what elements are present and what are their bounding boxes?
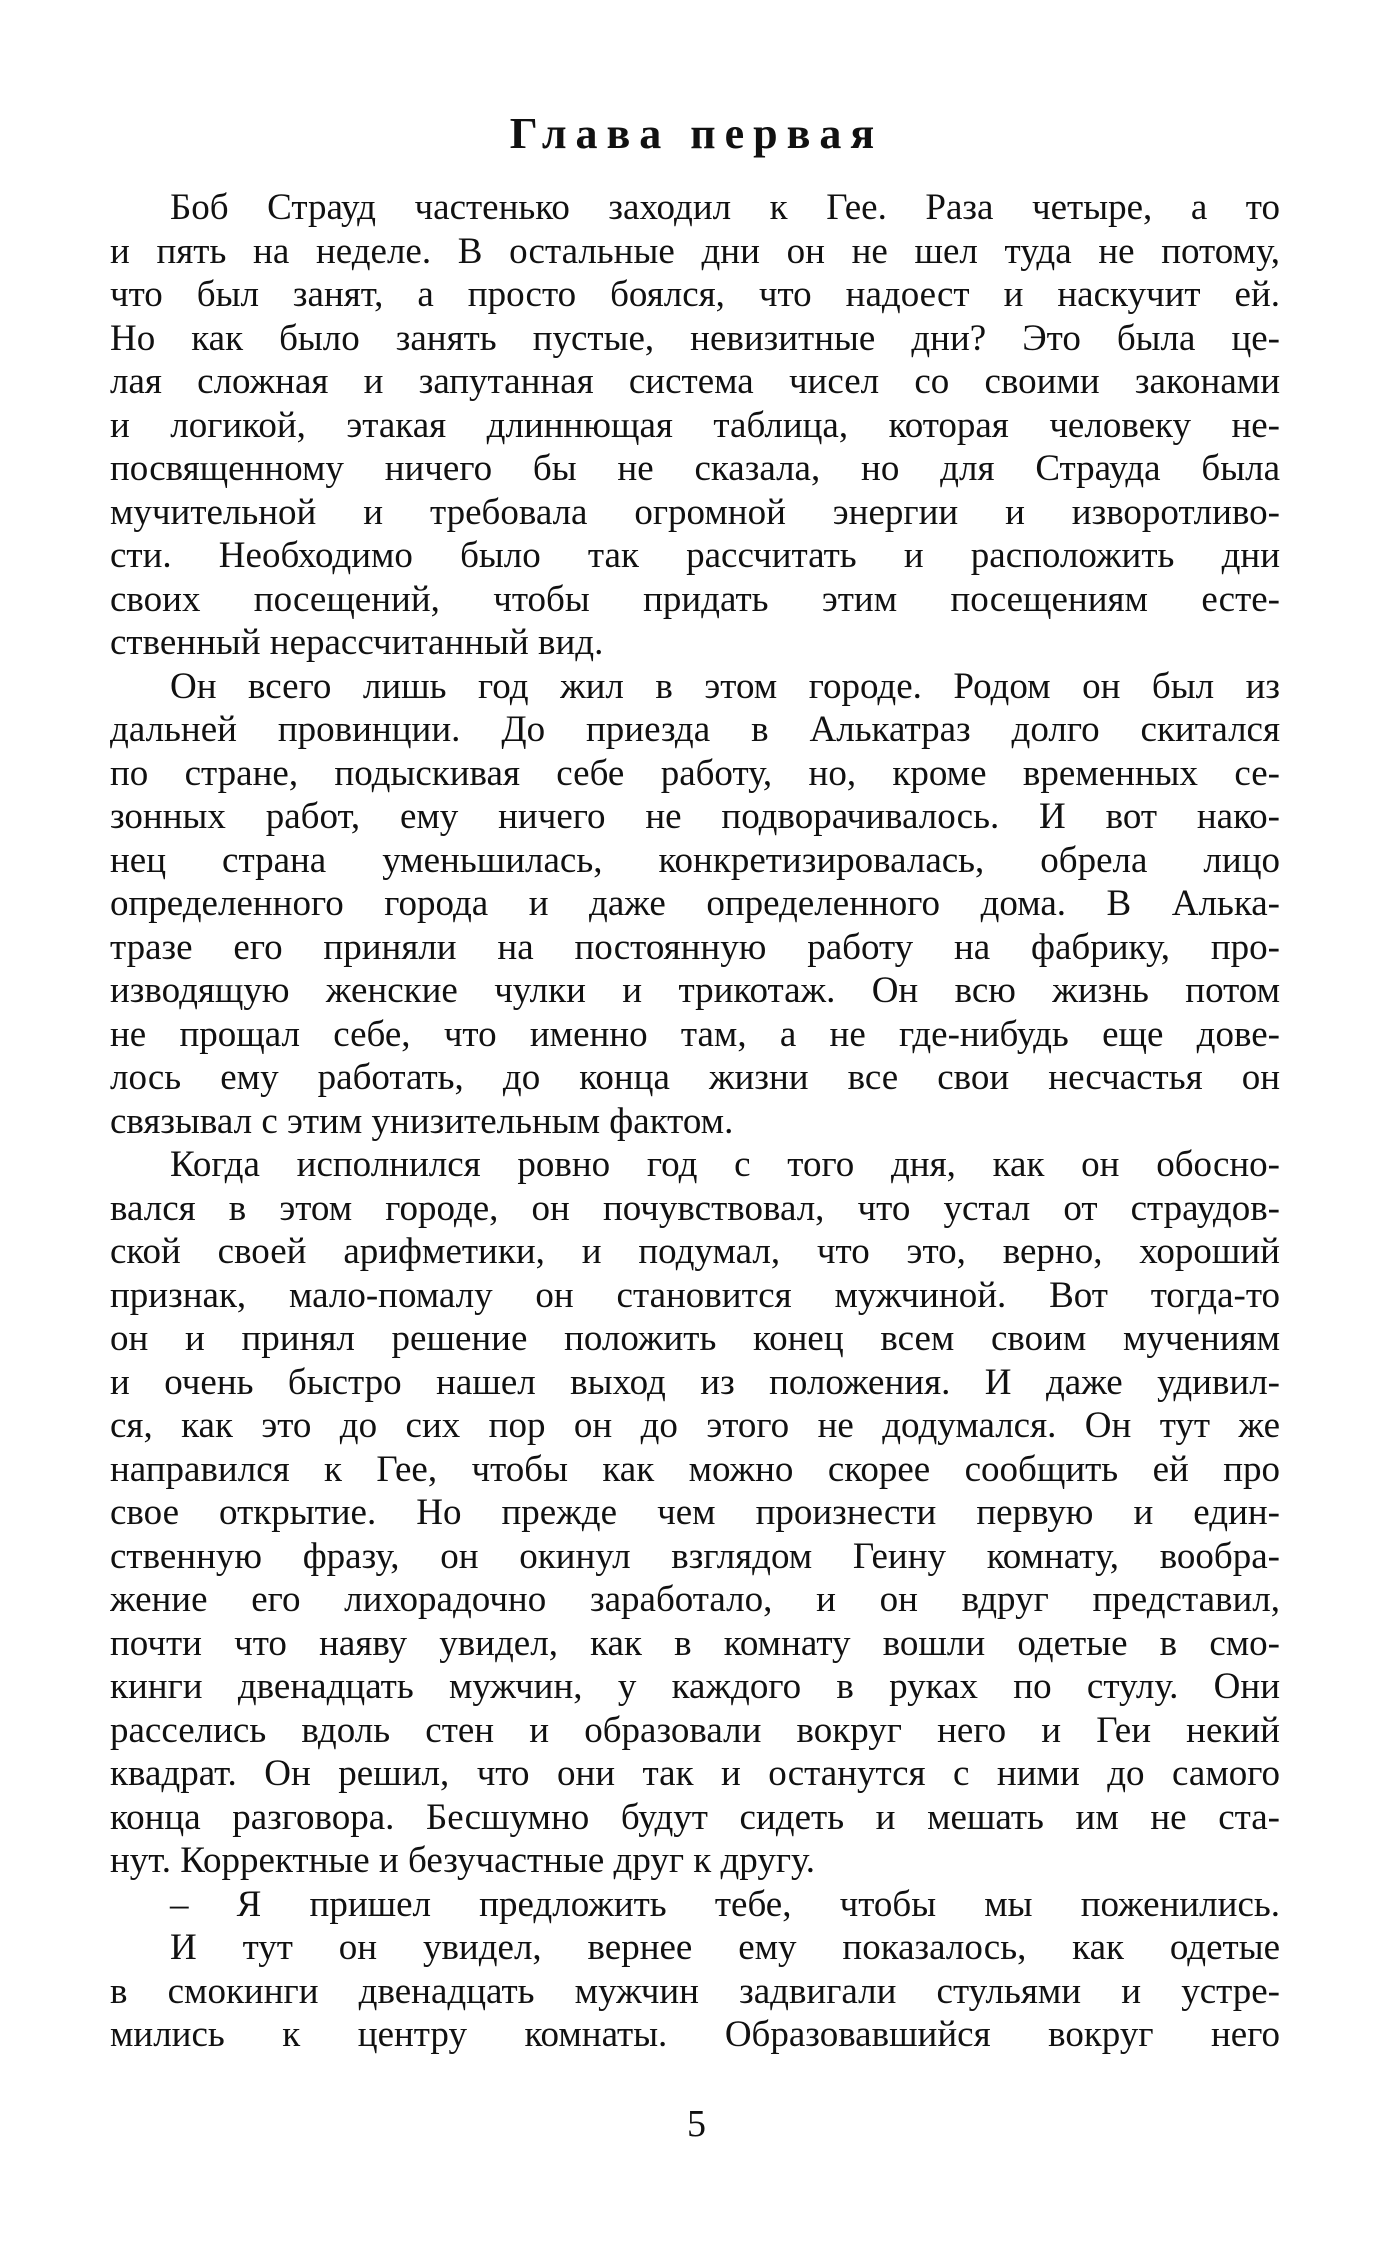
text-line: определенного города и даже определенного дома. В Алька-	[110, 883, 1280, 924]
text-line: ской своей арифметики, и подумал, что это, верно, хороший	[110, 1231, 1280, 1272]
text-line: Он всего лишь год жил в этом городе. Родом он был из	[170, 665, 1280, 707]
text-line: мились к центру комнаты. Образовавшийся вокруг него	[110, 2014, 1280, 2055]
text-line: конца разговора. Бесшумно будут сидеть и мешать им не ста-	[110, 1796, 1280, 1838]
text-line: почти что наяву увидел, как в комнату вошли одетые в смо-	[110, 1622, 1280, 1664]
text-line: Но как было занять пустые, невизитные дни? Это была це-	[110, 317, 1280, 359]
body-text	[110, 186, 1280, 2057]
text-line: кинги двенадцать мужчин, у каждого в руках по стулу. Они	[110, 1666, 1280, 1707]
text-line: ственную фразу, он окинул взглядом Геину комнату, вообра-	[110, 1535, 1280, 1577]
text-line: посвященному ничего бы не сказала, но для Страуда была	[110, 448, 1280, 489]
text-line: изводящую женские чулки и трикотаж. Он всю жизнь потом	[110, 970, 1280, 1011]
text-line: лая сложная и запутанная система чисел со своими законами	[110, 361, 1280, 402]
text-line: сти. Необходимо было так рассчитать и расположить дни	[110, 535, 1280, 576]
text-line: в смокинги двенадцать мужчин задвигали стульями и устре-	[110, 1970, 1280, 2012]
text-line: свое открытие. Но прежде чем произнести первую и един-	[110, 1492, 1280, 1533]
text-line: что был занят, а просто боялся, что надоест и наскучит ей.	[110, 274, 1280, 315]
text-line: дальней провинции. До приезда в Алькатраз долго скитался	[110, 709, 1280, 750]
text-line: зонных работ, ему ничего не подворачивалось. И вот нако-	[110, 796, 1280, 837]
text-line: Боб Страуд частенько заходил к Гее. Раза четыре, а то	[170, 187, 1280, 228]
page-number: 5	[687, 2103, 706, 2145]
text-line: он и принял решение положить конец всем своим мучениям	[110, 1318, 1280, 1359]
text-line: ственный нерассчитанный вид.	[110, 622, 604, 663]
text-line: признак, мало-помалу он становится мужчиной. Вот тогда-то	[110, 1274, 1280, 1316]
text-line: и пять на неделе. В остальные дни он не шел туда не потому,	[110, 230, 1280, 272]
text-line: квадрат. Он решил, что они так и останутся с ними до самого	[110, 1753, 1280, 1794]
text-line: своих посещений, чтобы придать этим посещениям есте-	[110, 578, 1280, 620]
text-line: мучительной и требовала огромной энергии и изворотливо-	[110, 491, 1280, 533]
text-line: лось ему работать, до конца жизни все свои несчастья он	[110, 1057, 1280, 1098]
text-line: нец страна уменьшилась, конкретизировалась, обрела лицо	[110, 839, 1280, 881]
text-line: расселись вдоль стен и образовали вокруг него и Геи некий	[110, 1709, 1280, 1751]
text-line: нут. Корректные и безучастные друг к другу.	[110, 1840, 816, 1881]
text-line: – Я пришел предложить тебе, чтобы мы поженились.	[170, 1883, 1280, 1925]
text-line: И тут он увидел, вернее ему показалось, как одетые	[170, 1927, 1280, 1968]
text-line: связывал с этим унизительным фактом.	[110, 1100, 734, 1142]
chapter-title: Глава первая	[509, 109, 884, 158]
text-line: направился к Гее, чтобы как можно скорее сообщить ей про	[110, 1448, 1280, 1490]
text-line: тразе его приняли на постоянную работу на фабрику, про-	[110, 926, 1280, 968]
text-line: по стране, подыскивая себе работу, но, кроме временных се-	[110, 752, 1280, 794]
text-line: и логикой, этакая длиннющая таблица, которая человеку не-	[110, 404, 1280, 446]
text-line: не прощал себе, что именно там, а не где-нибудь еще дове-	[110, 1013, 1280, 1055]
text-line: и очень быстро нашел выход из положения. И даже удивил-	[110, 1361, 1280, 1403]
text-line: ся, как это до сих пор он до этого не додумался. Он тут же	[110, 1405, 1280, 1446]
text-line: Когда исполнился ровно год с того дня, как он обосно-	[170, 1144, 1280, 1185]
text-line: жение его лихорадочно заработало, и он вдруг представил,	[110, 1579, 1280, 1620]
text-line: вался в этом городе, он почувствовал, что устал от страудов-	[110, 1187, 1280, 1229]
